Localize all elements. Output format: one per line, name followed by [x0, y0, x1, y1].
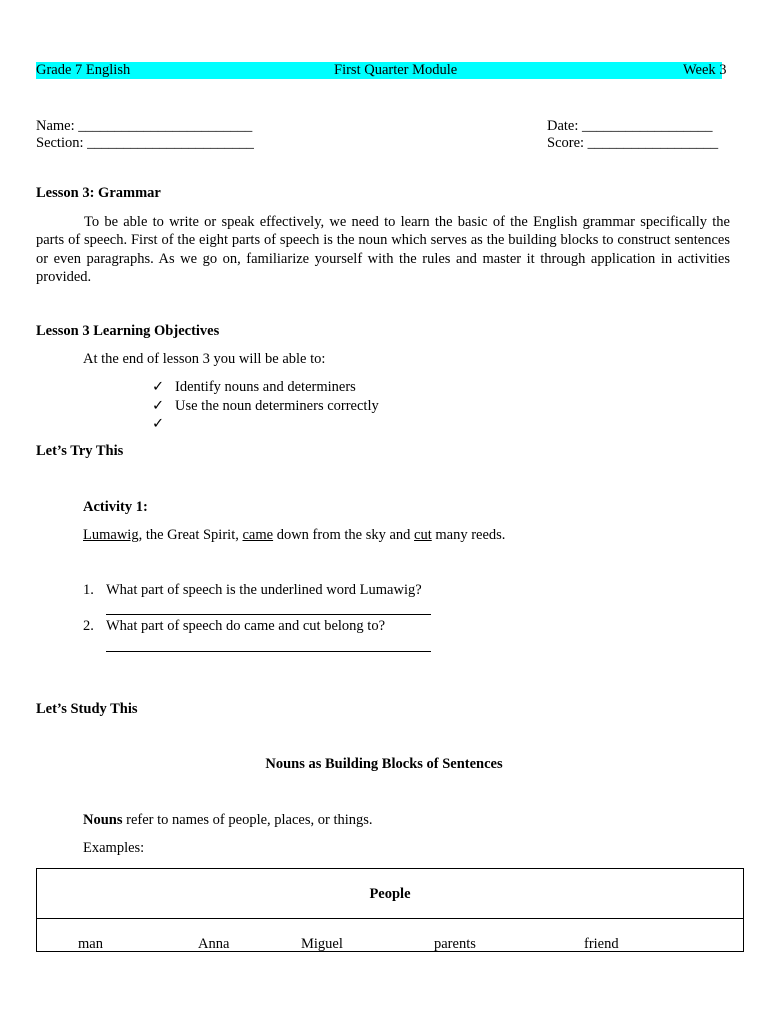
question-number: 1.: [83, 582, 94, 598]
objectives-list: [152, 378, 379, 434]
section-title: Nouns as Building Blocks of Sentences: [265, 756, 503, 772]
examples-label: Examples:: [83, 840, 145, 856]
lesson-heading: Lesson 3: Grammar: [36, 185, 161, 201]
question-text: What part of speech do came and cut belong to?: [106, 618, 386, 634]
sentence-text: , the Great Spirit,: [138, 527, 243, 543]
table-cell: parents: [434, 936, 476, 952]
table-cell: friend: [584, 936, 619, 952]
table-divider: [37, 918, 743, 919]
name-field[interactable]: Name: ________________________: [36, 118, 253, 134]
score-field[interactable]: Score: __________________: [547, 135, 719, 151]
sentence-text: down from the sky and: [273, 527, 415, 543]
study-this-heading: Let’s Study This: [36, 701, 138, 717]
table-header: People: [369, 886, 411, 902]
noun-definition: [83, 812, 373, 829]
lesson-intro-paragraph: To be able to write or speak effectively, we need to learn the basic of the English grammar specifically the parts of speech. First of the eight parts of speech is the noun which serves as the building blocks to construct sentences or even paragraphs. As we go on, familiarize yourself with the rules and master it through application in activities provided.: [36, 214, 730, 286]
header-module: First Quarter Module: [334, 62, 458, 78]
header-subject: Grade 7 English: [36, 62, 131, 78]
objective-item: [152, 415, 379, 434]
section-field[interactable]: Section: _______________________: [36, 135, 254, 151]
objectives-lead: At the end of lesson 3 you will be able to:: [83, 351, 326, 367]
sentence-text: many reeds.: [431, 527, 506, 543]
underlined-word: cut: [414, 527, 432, 543]
answer-line[interactable]: [106, 651, 431, 652]
checkmark-icon: ✓: [152, 397, 165, 414]
objective-text: Use the noun determiners correctly: [175, 397, 379, 414]
checkmark-icon: ✓: [152, 416, 165, 432]
date-field[interactable]: Date: __________________: [547, 118, 713, 134]
objective-item: [152, 397, 379, 416]
question-text: What part of speech is the underlined word Lumawig?: [106, 582, 422, 598]
objective-text: Identify nouns and determiners: [175, 379, 356, 395]
objective-item: [152, 378, 379, 397]
table-cell: Anna: [198, 936, 230, 952]
underlined-word: Lumawig: [83, 527, 139, 543]
underlined-word: came: [242, 527, 274, 543]
header-week: Week 3: [683, 62, 727, 78]
table-cell: Miguel: [301, 936, 343, 952]
activity-sentence: [83, 527, 505, 544]
activity-title: Activity 1:: [83, 499, 148, 515]
checkmark-icon: ✓: [152, 379, 165, 395]
definition-term: Nouns: [83, 812, 123, 828]
try-this-heading: Let’s Try This: [36, 443, 124, 459]
table-cell: man: [78, 936, 103, 952]
objectives-heading: Lesson 3 Learning Objectives: [36, 323, 220, 339]
examples-table: [36, 868, 744, 952]
question-number: 2.: [83, 618, 94, 634]
definition-text: refer to names of people, places, or things.: [122, 812, 373, 828]
answer-line[interactable]: [106, 614, 431, 615]
